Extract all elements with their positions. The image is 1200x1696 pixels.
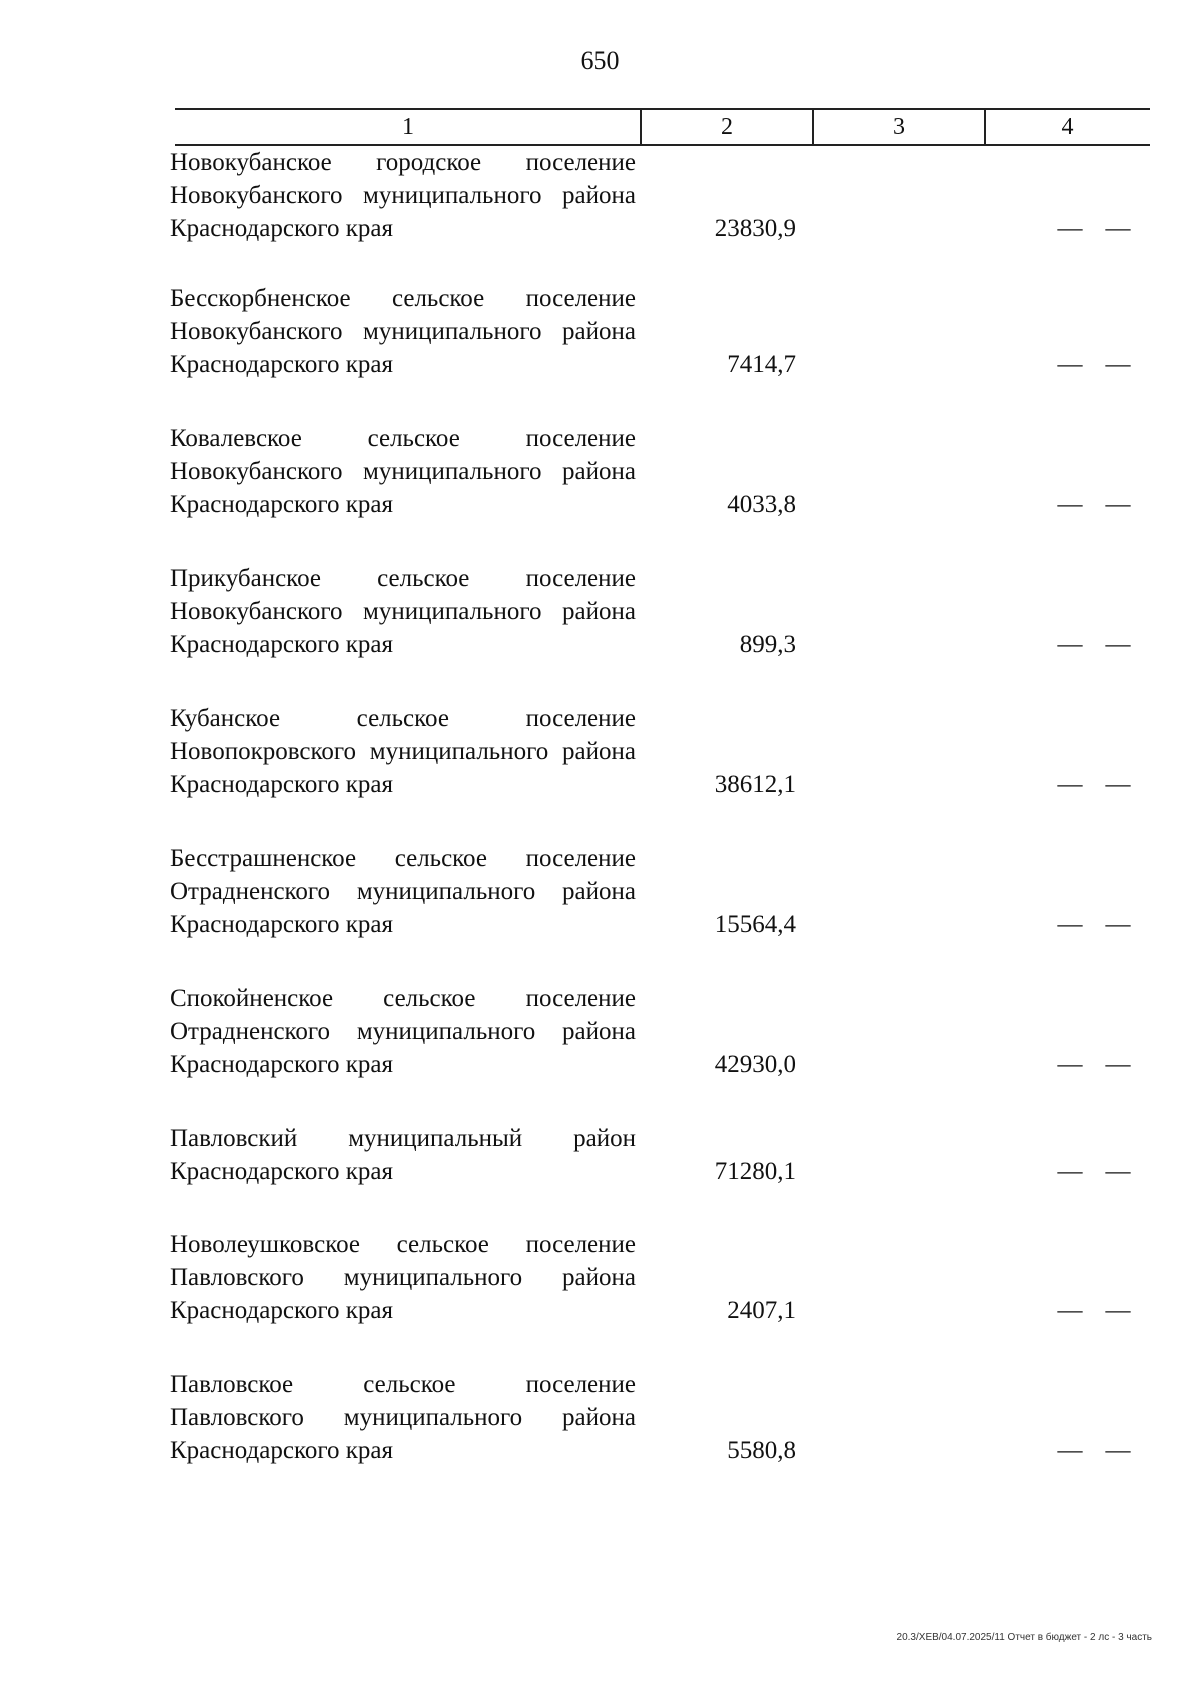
row-col4-value: — [1105, 215, 1131, 242]
row-amount: 4033,8 [727, 491, 796, 518]
row-col3-value: — [1057, 351, 1083, 378]
row-amount: 15564,4 [714, 911, 796, 938]
footer-document-code: 20.3/XEB/04.07.2025/11 Отчет в бюджет - 2 лс - 3 часть [896, 1632, 1152, 1643]
row-amount: 23830,9 [714, 215, 796, 242]
column-divider [984, 110, 986, 144]
column-header-1: 1 [402, 114, 414, 140]
row-col3-value: — [1057, 1051, 1083, 1078]
row-name: Новокубанское городское поселение Новокубанского муниципального района Краснодарского края [170, 149, 636, 242]
row-col4-value: — [1105, 491, 1131, 518]
row-col4-value: — [1105, 911, 1131, 938]
row-amount: 899,3 [739, 631, 796, 658]
row-col3-value: — [1057, 1158, 1083, 1185]
row-name: Прикубанское сельское поселение Новокубанского муниципального района Краснодарского края [170, 565, 636, 658]
row-name: Новолеушковское сельское поселение Павловского муниципального района Краснодарского края [170, 1231, 636, 1324]
row-col3-value: — [1057, 771, 1083, 798]
row-col4-value: — [1105, 1051, 1131, 1078]
column-header-3: 3 [893, 114, 905, 140]
row-name: Павловский муниципальный район Краснодарского края [170, 1125, 636, 1185]
row-col3-value: — [1057, 1437, 1083, 1464]
row-name: Бесскорбненское сельское поселение Новокубанского муниципального района Краснодарского края [170, 285, 636, 378]
row-col3-value: — [1057, 215, 1083, 242]
column-divider [640, 110, 642, 144]
row-name: Павловское сельское поселение Павловского муниципального района Краснодарского края [170, 1371, 636, 1464]
row-col3-value: — [1057, 631, 1083, 658]
column-header-2: 2 [721, 114, 733, 140]
row-name: Бесстрашненское сельское поселение Отрадненского муниципального района Краснодарского края [170, 845, 636, 938]
row-col4-value: — [1105, 1437, 1131, 1464]
row-amount: 38612,1 [714, 771, 796, 798]
row-name: Ковалевское сельское поселение Новокубанского муниципального района Краснодарского края [170, 425, 636, 518]
row-col3-value: — [1057, 1297, 1083, 1324]
page-number: 650 [580, 46, 620, 75]
table-header [175, 108, 1150, 146]
row-col4-value: — [1105, 771, 1131, 798]
row-col3-value: — [1057, 911, 1083, 938]
column-divider [812, 110, 814, 144]
row-name: Кубанское сельское поселение Новопокровского муниципального района Краснодарского края [170, 705, 636, 798]
row-col4-value: — [1105, 1158, 1131, 1185]
column-header-4: 4 [1061, 114, 1074, 140]
row-amount: 5580,8 [727, 1437, 796, 1464]
row-col4-value: — [1105, 631, 1131, 658]
row-col4-value: — [1105, 1297, 1131, 1324]
row-amount: 7414,7 [727, 351, 796, 378]
row-amount: 42930,0 [714, 1051, 796, 1078]
row-col4-value: — [1105, 351, 1131, 378]
row-amount: 2407,1 [727, 1297, 796, 1324]
row-name: Спокойненское сельское поселение Отрадненского муниципального района Краснодарского края [170, 985, 636, 1078]
row-col3-value: — [1057, 491, 1083, 518]
row-amount: 71280,1 [714, 1158, 796, 1185]
